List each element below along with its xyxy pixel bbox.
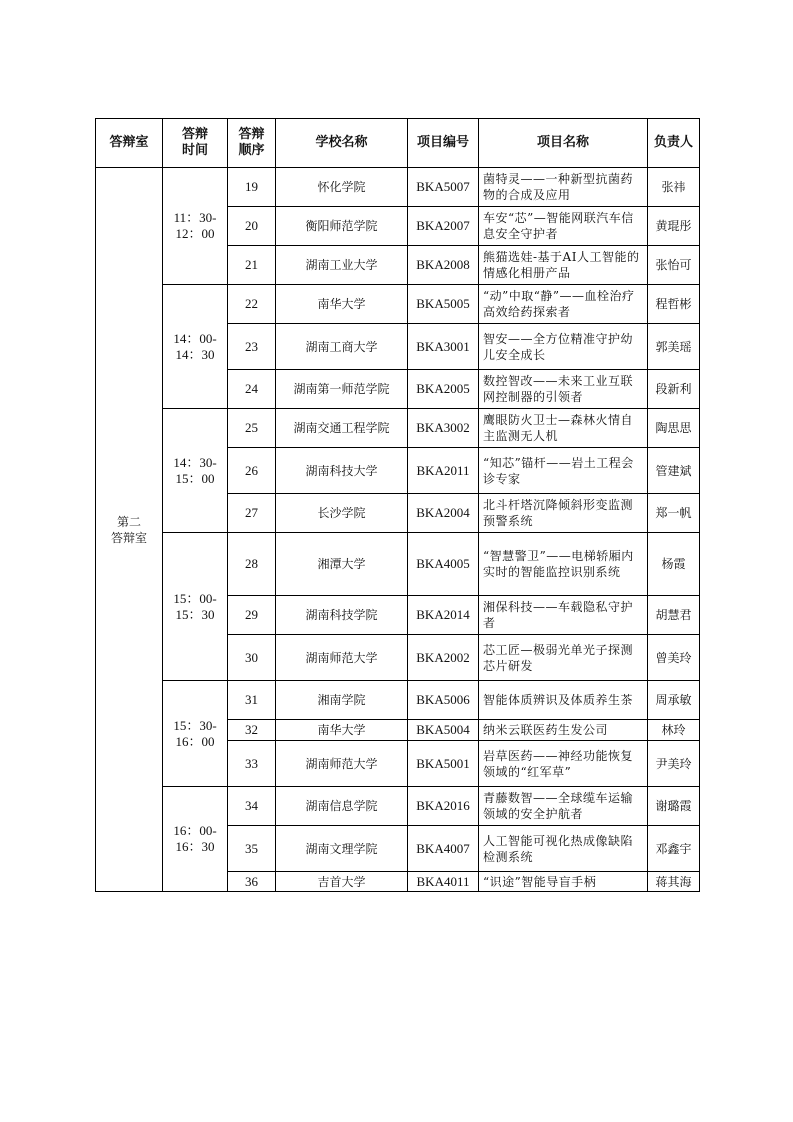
school-cell: 湖南信息学院	[276, 787, 408, 826]
project-name-cell: 纳米云联医药生发公司	[479, 720, 648, 741]
project-name-cell: 数控智改——未来工业互联网控制器的引领者	[479, 370, 648, 409]
project-code-cell: BKA2011	[408, 448, 479, 494]
project-code-cell: BKA2002	[408, 635, 479, 681]
school-cell: 湖南科技大学	[276, 448, 408, 494]
header-row	[96, 119, 700, 168]
school-cell: 吉首大学	[276, 872, 408, 892]
order-cell: 24	[228, 370, 276, 409]
project-name-cell: “动”中取“静”——血栓治疗高效给药探索者	[479, 285, 648, 324]
school-cell: 湖南第一师范学院	[276, 370, 408, 409]
leader-cell: 管建斌	[648, 448, 700, 494]
time-slot-cell: 11：30- 12：00	[163, 168, 228, 285]
leader-cell: 尹美玲	[648, 741, 700, 787]
order-cell: 32	[228, 720, 276, 741]
order-cell: 29	[228, 596, 276, 635]
school-cell: 湖南工商大学	[276, 324, 408, 370]
school-cell: 湖南师范大学	[276, 741, 408, 787]
header-room: 答辩室	[96, 119, 163, 168]
school-cell: 衡阳师范学院	[276, 207, 408, 246]
order-cell: 33	[228, 741, 276, 787]
leader-cell: 张怡可	[648, 246, 700, 285]
project-code-cell: BKA3001	[408, 324, 479, 370]
leader-cell: 林玲	[648, 720, 700, 741]
project-code-cell: BKA3002	[408, 409, 479, 448]
school-cell: 湘潭大学	[276, 533, 408, 596]
school-cell: 湖南师范大学	[276, 635, 408, 681]
leader-cell: 周承敏	[648, 681, 700, 720]
project-name-cell: 岩草医药——神经功能恢复领域的“红军草”	[479, 741, 648, 787]
project-name-cell: 鹰眼防火卫士—森林火情自主监测无人机	[479, 409, 648, 448]
school-cell: 湖南科技学院	[276, 596, 408, 635]
table-row	[96, 533, 700, 596]
order-cell: 25	[228, 409, 276, 448]
time-slot-cell: 15：00- 15：30	[163, 533, 228, 681]
school-cell: 南华大学	[276, 285, 408, 324]
header-leader: 负责人	[648, 119, 700, 168]
school-cell: 怀化学院	[276, 168, 408, 207]
project-code-cell: BKA2014	[408, 596, 479, 635]
project-code-cell: BKA5007	[408, 168, 479, 207]
header-order: 答辩 顺序	[228, 119, 276, 168]
order-cell: 21	[228, 246, 276, 285]
project-name-cell: 智能体质辨识及体质养生茶	[479, 681, 648, 720]
project-name-cell: “识途”智能导盲手柄	[479, 872, 648, 892]
project-code-cell: BKA2016	[408, 787, 479, 826]
project-code-cell: BKA5001	[408, 741, 479, 787]
leader-cell: 张祎	[648, 168, 700, 207]
leader-cell: 谢璐霞	[648, 787, 700, 826]
project-code-cell: BKA2008	[408, 246, 479, 285]
school-cell: 南华大学	[276, 720, 408, 741]
header-time: 答辩 时间	[163, 119, 228, 168]
project-code-cell: BKA4011	[408, 872, 479, 892]
table-row	[96, 285, 700, 324]
leader-cell: 杨霞	[648, 533, 700, 596]
project-name-cell: 青藤数智——全球缆车运输领域的安全护航者	[479, 787, 648, 826]
project-name-cell: 芯工匠—极弱光单光子探测芯片研发	[479, 635, 648, 681]
order-cell: 27	[228, 494, 276, 533]
project-name-cell: 北斗杆塔沉降倾斜形变监测预警系统	[479, 494, 648, 533]
project-name-cell: 智安——全方位精准守护幼儿安全成长	[479, 324, 648, 370]
time-slot-cell: 14：30- 15：00	[163, 409, 228, 533]
header-project: 项目名称	[479, 119, 648, 168]
order-cell: 34	[228, 787, 276, 826]
table-row	[96, 168, 700, 207]
school-cell: 湘南学院	[276, 681, 408, 720]
table-row	[96, 681, 700, 720]
header-school: 学校名称	[276, 119, 408, 168]
order-cell: 28	[228, 533, 276, 596]
project-code-cell: BKA5006	[408, 681, 479, 720]
school-cell: 长沙学院	[276, 494, 408, 533]
leader-cell: 曾美玲	[648, 635, 700, 681]
order-cell: 22	[228, 285, 276, 324]
project-name-cell: “智慧警卫”——电梯轿厢内实时的智能监控识别系统	[479, 533, 648, 596]
order-cell: 36	[228, 872, 276, 892]
time-slot-cell: 15：30- 16：00	[163, 681, 228, 787]
project-name-cell: 车安“芯”—智能网联汽车信息安全守护者	[479, 207, 648, 246]
project-code-cell: BKA5005	[408, 285, 479, 324]
leader-cell: 段新利	[648, 370, 700, 409]
time-slot-cell: 16：00- 16：30	[163, 787, 228, 892]
order-cell: 19	[228, 168, 276, 207]
project-name-cell: 菌特灵——一种新型抗菌药物的合成及应用	[479, 168, 648, 207]
order-cell: 26	[228, 448, 276, 494]
order-cell: 20	[228, 207, 276, 246]
project-name-cell: 人工智能可视化热成像缺陷检测系统	[479, 826, 648, 872]
order-cell: 23	[228, 324, 276, 370]
order-cell: 30	[228, 635, 276, 681]
project-code-cell: BKA2007	[408, 207, 479, 246]
school-cell: 湖南工业大学	[276, 246, 408, 285]
leader-cell: 邓鑫宇	[648, 826, 700, 872]
order-cell: 31	[228, 681, 276, 720]
header-code: 项目编号	[408, 119, 479, 168]
project-code-cell: BKA4005	[408, 533, 479, 596]
school-cell: 湖南文理学院	[276, 826, 408, 872]
leader-cell: 程哲彬	[648, 285, 700, 324]
leader-cell: 郭美瑶	[648, 324, 700, 370]
project-code-cell: BKA4007	[408, 826, 479, 872]
table-row	[96, 787, 700, 826]
school-cell: 湖南交通工程学院	[276, 409, 408, 448]
project-code-cell: BKA2005	[408, 370, 479, 409]
project-code-cell: BKA5004	[408, 720, 479, 741]
table-row	[96, 409, 700, 448]
project-code-cell: BKA2004	[408, 494, 479, 533]
project-name-cell: “知芯”锚杆——岩土工程会诊专家	[479, 448, 648, 494]
leader-cell: 陶思思	[648, 409, 700, 448]
leader-cell: 郑一帆	[648, 494, 700, 533]
leader-cell: 蒋其海	[648, 872, 700, 892]
leader-cell: 黄琨彤	[648, 207, 700, 246]
project-name-cell: 熊猫选娃-基于AI人工智能的情感化相册产品	[479, 246, 648, 285]
project-name-cell: 湘保科技——车载隐私守护者	[479, 596, 648, 635]
room-cell: 第二 答辩室	[96, 168, 163, 892]
time-slot-cell: 14：00- 14：30	[163, 285, 228, 409]
defense-schedule-table	[95, 118, 700, 892]
order-cell: 35	[228, 826, 276, 872]
leader-cell: 胡慧君	[648, 596, 700, 635]
